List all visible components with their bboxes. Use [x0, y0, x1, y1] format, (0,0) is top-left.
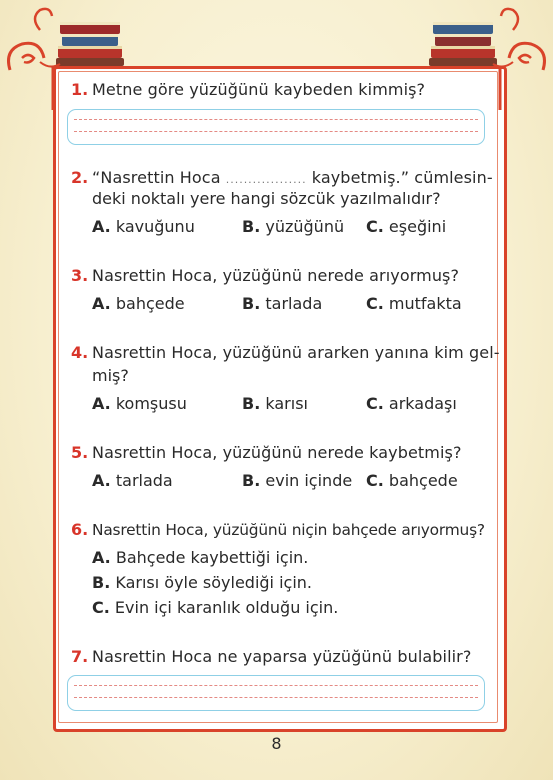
- option-b[interactable]: [242, 471, 352, 490]
- option-c[interactable]: [366, 294, 462, 313]
- option-letter: C.: [366, 217, 384, 236]
- question-text: Nasrettin Hoca ne yaparsa yüzüğünü bulabilir?: [92, 647, 472, 666]
- option-letter: C.: [92, 598, 110, 617]
- answer-guide-line: [74, 697, 478, 698]
- question-number: 6.: [71, 520, 89, 539]
- option-c[interactable]: [366, 394, 457, 413]
- option-a[interactable]: [92, 548, 308, 567]
- answer-box-1[interactable]: [67, 109, 485, 145]
- question-number: 5.: [71, 443, 89, 462]
- question-2: [71, 167, 493, 191]
- option-text: tarlada: [265, 294, 323, 313]
- option-letter: A.: [92, 548, 111, 567]
- option-text: arkadaşı: [388, 394, 457, 413]
- option-text: Evin içi karanlık olduğu için.: [114, 598, 339, 617]
- question-text-line2: deki noktalı yere hangi sözcük yazılmalıdır?: [92, 189, 441, 208]
- option-text: bahçede: [388, 471, 458, 490]
- question-number: 4.: [71, 343, 89, 362]
- option-c[interactable]: [366, 471, 458, 490]
- option-c[interactable]: [366, 217, 446, 236]
- question-text: Nasrettin Hoca, yüzüğünü nerede kaybetmiş?: [92, 443, 462, 462]
- question-3: [71, 265, 459, 287]
- option-letter: C.: [366, 294, 384, 313]
- option-a[interactable]: [92, 394, 187, 413]
- answer-guide-line: [74, 685, 478, 686]
- books-stack-icon-right: [423, 0, 553, 110]
- question-text: Nasrettin Hoca, yüzüğünü niçin bahçede arıyormuş?: [92, 521, 485, 539]
- question-7: [71, 646, 471, 668]
- option-text: Bahçede kaybettiği için.: [115, 548, 309, 567]
- option-b[interactable]: [92, 573, 312, 592]
- question-text: Nasrettin Hoca, yüzüğünü nerede arıyormuş?: [92, 266, 460, 285]
- option-letter: A.: [92, 294, 111, 313]
- option-letter: C.: [366, 394, 384, 413]
- option-letter: B.: [242, 471, 261, 490]
- option-a[interactable]: [92, 294, 185, 313]
- option-text: bahçede: [115, 294, 185, 313]
- option-letter: B.: [242, 294, 261, 313]
- option-b[interactable]: [242, 394, 308, 413]
- answer-guide-line: [74, 131, 478, 132]
- option-text: yüzüğünü: [265, 217, 345, 236]
- option-text: eşeğini: [388, 217, 447, 236]
- option-c[interactable]: [92, 598, 338, 617]
- question-number: 7.: [71, 647, 89, 666]
- question-number: 3.: [71, 266, 89, 285]
- option-text: komşusu: [115, 394, 187, 413]
- option-letter: A.: [92, 471, 111, 490]
- fill-in-blank: ..................: [225, 173, 307, 186]
- question-number: 1.: [71, 80, 89, 99]
- option-text: kavuğunu: [115, 217, 195, 236]
- option-letter: C.: [366, 471, 384, 490]
- question-4: [71, 342, 500, 364]
- option-letter: A.: [92, 217, 111, 236]
- option-a[interactable]: [92, 217, 195, 236]
- question-text: “Nasrettin Hoca: [92, 168, 221, 187]
- option-a[interactable]: [92, 471, 173, 490]
- question-text: Metne göre yüzüğünü kaybeden kimmiş?: [92, 80, 426, 99]
- option-text: tarlada: [115, 471, 173, 490]
- option-letter: B.: [92, 573, 111, 592]
- question-text-line2: miş?: [92, 366, 129, 385]
- answer-box-7[interactable]: [67, 675, 485, 711]
- option-b[interactable]: [242, 294, 322, 313]
- option-letter: A.: [92, 394, 111, 413]
- question-5: [71, 442, 462, 464]
- option-text: evin içinde: [265, 471, 353, 490]
- question-text: kaybetmiş.” cümlesin-: [311, 168, 493, 187]
- question-number: 2.: [71, 168, 89, 187]
- option-text: mutfakta: [388, 294, 462, 313]
- option-b[interactable]: [242, 217, 344, 236]
- question-6: [71, 519, 485, 541]
- question-text: Nasrettin Hoca, yüzüğünü ararken yanına kim gel-: [92, 343, 500, 362]
- option-text: Karısı öyle söylediği için.: [115, 573, 312, 592]
- question-1: [71, 79, 425, 101]
- option-letter: B.: [242, 394, 261, 413]
- page-number: 8: [271, 734, 282, 753]
- option-letter: B.: [242, 217, 261, 236]
- option-text: karısı: [265, 394, 308, 413]
- answer-guide-line: [74, 119, 478, 120]
